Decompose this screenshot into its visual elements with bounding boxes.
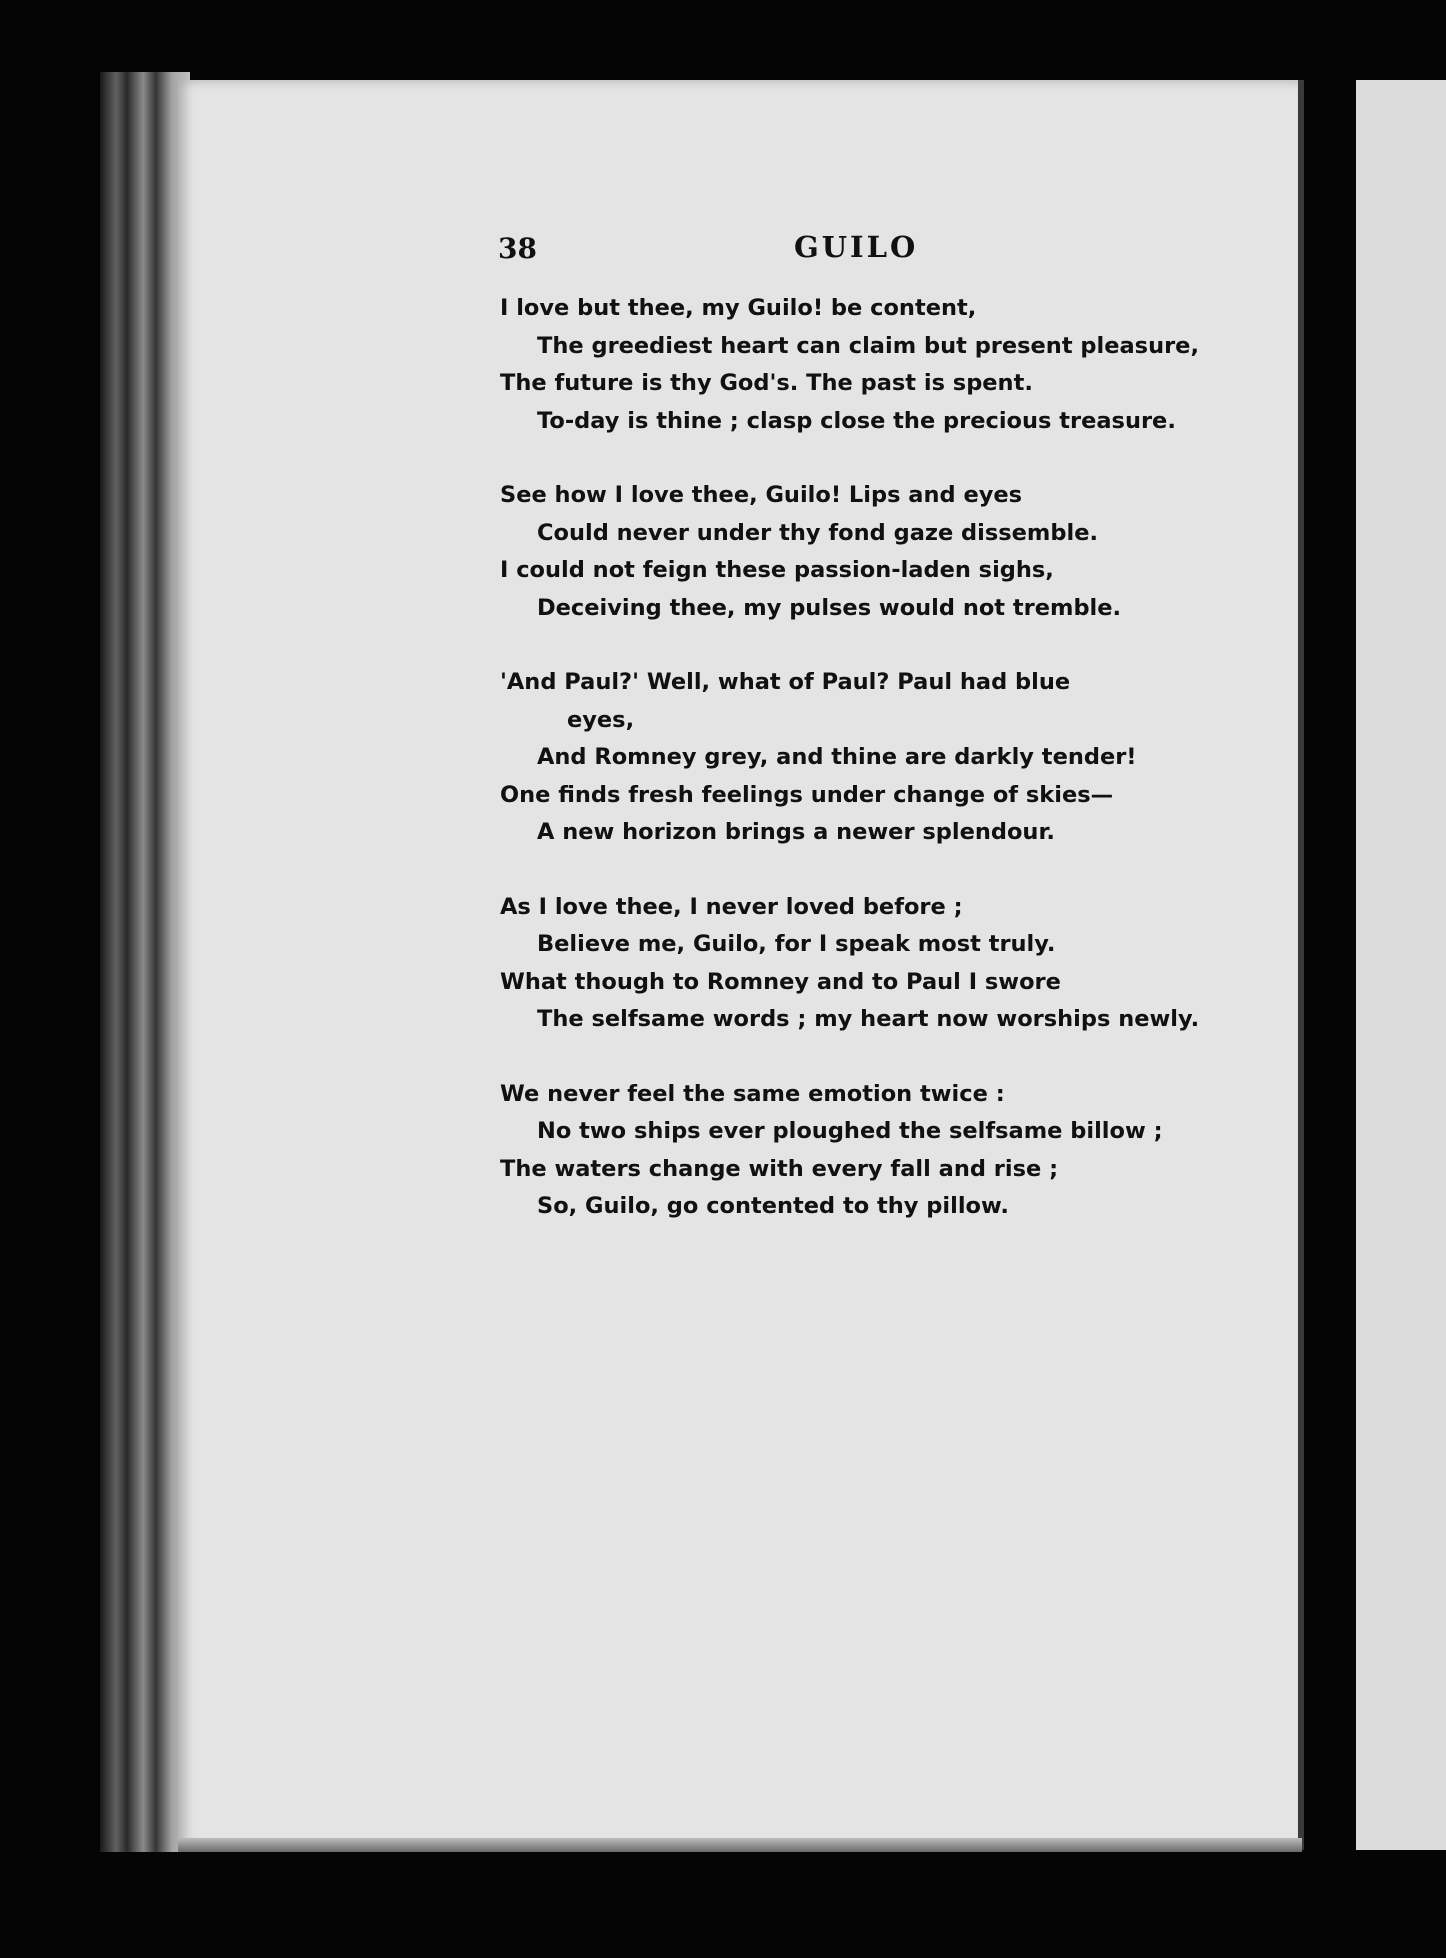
poem-line: The greediest heart can claim but present pleasure, [537,332,1199,359]
poem-line: What though to Romney and to Paul I swore [500,968,1061,995]
page-number: 38 [498,232,537,265]
poem-body [500,290,1290,1263]
poem-line: See how I love thee, Guilo! Lips and eyes [500,482,1023,508]
poem-line: A new horizon brings a newer splendour. [537,819,1055,845]
stanza [500,664,1290,852]
poem-line: As I love thee, I never loved before ; [500,893,963,920]
stanza [500,1076,1290,1226]
poem-line: I love but thee, my Guilo! be content, [500,295,977,321]
poem-line: No two ships ever ploughed the selfsame billow ; [537,1118,1163,1144]
poem-line: The waters change with every fall and rise ; [500,1155,1059,1182]
poem-line: I could not feign these passion-laden sighs, [500,557,1054,583]
poem-line: The future is thy God's. The past is spent. [500,370,1033,396]
poem-line: 'And Paul?' Well, what of Paul? Paul had blue [500,669,1071,695]
book-spine-edge [100,72,190,1852]
poem-line: To-day is thine ; clasp close the precious treasure. [537,407,1176,434]
facing-page-edge [1356,80,1446,1850]
page-bottom-edge [178,1838,1302,1852]
poem-line: eyes, [567,706,635,733]
poem-line: Deceiving thee, my pulses would not tremble. [537,594,1122,621]
stanza [500,290,1290,440]
poem-line: The selfsame words ; my heart now worships newly. [537,1006,1200,1032]
poem-line: One finds fresh feelings under change of skies— [500,781,1114,808]
stanza [500,477,1290,627]
page-gutter [1298,80,1304,1850]
poem-line: Could never under thy fond gaze dissemble. [537,519,1098,546]
poem-line: And Romney grey, and thine are darkly tender! [537,744,1137,770]
poem-line: Believe me, Guilo, for I speak most truly. [537,931,1056,957]
poem-line: So, Guilo, go contented to thy pillow. [537,1193,1009,1219]
running-head: GUILO [794,230,919,264]
stanza [500,889,1290,1039]
poem-line: We never feel the same emotion twice : [500,1080,1005,1107]
